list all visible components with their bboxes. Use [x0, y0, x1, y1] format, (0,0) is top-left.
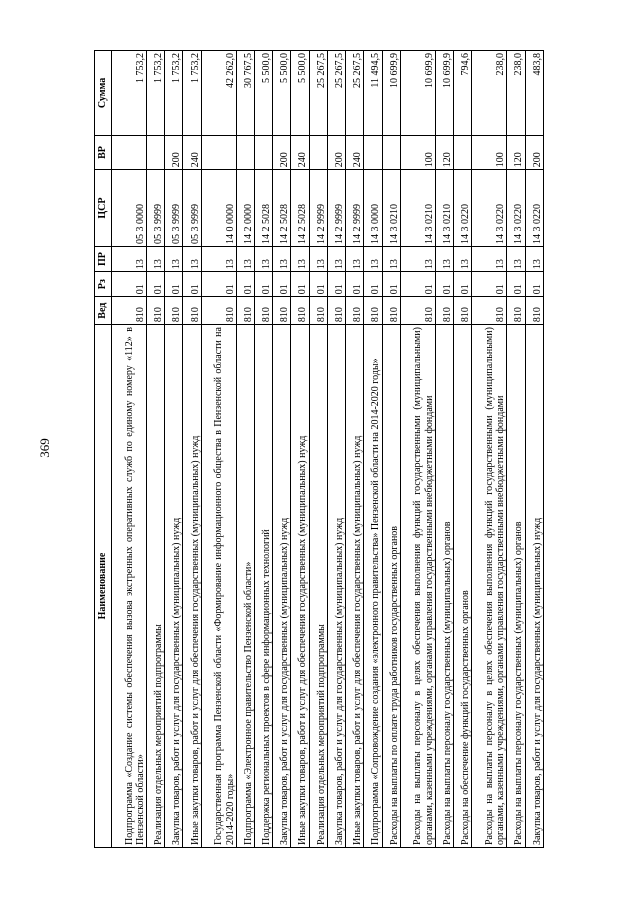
row-csr: 14 0 0000 — [201, 170, 236, 247]
row-pr: 13 — [346, 246, 364, 271]
row-sum: 1 753,2 — [147, 51, 165, 136]
row-rz: 01 — [435, 272, 453, 297]
row-vr — [147, 135, 165, 169]
table-row — [147, 51, 165, 848]
page-number: 369 — [37, 438, 52, 458]
row-csr: 14 3 0000 — [364, 170, 382, 247]
row-ved: 810 — [112, 297, 147, 325]
row-ved: 810 — [400, 297, 435, 325]
table-row — [525, 51, 543, 848]
row-sum: 1 753,2 — [183, 51, 201, 136]
row-ved: 810 — [364, 297, 382, 325]
row-sum: 5 500,0 — [291, 51, 309, 136]
row-name: Закупка товаров, работ и услуг для государственных (муниципальных) нужд — [273, 325, 291, 848]
row-pr: 13 — [273, 246, 291, 271]
table-row — [472, 51, 507, 848]
row-ved: 810 — [382, 297, 400, 325]
row-pr: 13 — [236, 246, 254, 271]
table-row — [364, 51, 382, 848]
row-vr: 200 — [165, 135, 183, 169]
row-csr: 14 2 5028 — [273, 170, 291, 247]
row-rz: 01 — [327, 272, 345, 297]
table-body — [112, 51, 544, 848]
row-vr — [382, 135, 400, 169]
row-vr — [236, 135, 254, 169]
row-csr: 14 2 0000 — [236, 170, 254, 247]
row-rz: 01 — [400, 272, 435, 297]
row-rz: 01 — [147, 272, 165, 297]
row-sum: 794,6 — [454, 51, 472, 136]
table-row — [346, 51, 364, 848]
row-rz: 01 — [364, 272, 382, 297]
row-ved: 810 — [183, 297, 201, 325]
row-ved: 810 — [454, 297, 472, 325]
row-vr — [112, 135, 147, 169]
row-sum: 5 500,0 — [273, 51, 291, 136]
row-vr: 240 — [346, 135, 364, 169]
table-row — [254, 51, 272, 848]
row-pr: 13 — [183, 246, 201, 271]
row-vr: 100 — [472, 135, 507, 169]
row-csr: 14 2 9999 — [346, 170, 364, 247]
header-vr: ВР — [95, 135, 112, 169]
row-vr — [254, 135, 272, 169]
table-row — [435, 51, 453, 848]
row-name: Иные закупки товаров, работ и услуг для обеспечения государственных (муниципальных) нужд — [183, 325, 201, 848]
row-ved: 810 — [254, 297, 272, 325]
header-pr: ПР — [95, 246, 112, 271]
row-csr: 14 3 0220 — [525, 170, 543, 247]
header-row — [95, 51, 112, 848]
row-pr: 13 — [435, 246, 453, 271]
row-pr: 13 — [364, 246, 382, 271]
row-ved: 810 — [309, 297, 327, 325]
row-rz: 01 — [472, 272, 507, 297]
row-pr: 13 — [507, 246, 525, 271]
row-name: Расходы на выплаты персоналу государственных (муниципальных) органов — [507, 325, 525, 848]
row-vr: 200 — [327, 135, 345, 169]
row-name: Расходы на выплаты персоналу государственных (муниципальных) органов — [435, 325, 453, 848]
row-vr — [454, 135, 472, 169]
row-csr: 05 3 9999 — [147, 170, 165, 247]
row-csr: 14 2 5028 — [291, 170, 309, 247]
row-name: Расходы на выплаты по оплате труда работников государственных органов — [382, 325, 400, 848]
table-row — [309, 51, 327, 848]
table-row — [183, 51, 201, 848]
row-sum: 30 767,5 — [236, 51, 254, 136]
row-pr: 13 — [400, 246, 435, 271]
row-vr — [201, 135, 236, 169]
row-rz: 01 — [525, 272, 543, 297]
row-rz: 01 — [201, 272, 236, 297]
table-row — [273, 51, 291, 848]
header-name: Наименование — [95, 325, 112, 848]
row-pr: 13 — [309, 246, 327, 271]
table-row — [327, 51, 345, 848]
row-csr: 05 3 0000 — [112, 170, 147, 247]
row-name: Поддержка региональных проектов в сфере информационных технологий — [254, 325, 272, 848]
row-ved: 810 — [435, 297, 453, 325]
row-ved: 810 — [291, 297, 309, 325]
row-pr: 13 — [112, 246, 147, 271]
row-csr: 14 3 0220 — [454, 170, 472, 247]
row-sum: 1 753,2 — [165, 51, 183, 136]
table-row — [382, 51, 400, 848]
row-csr: 14 2 9999 — [309, 170, 327, 247]
row-ved: 810 — [525, 297, 543, 325]
row-name: Подпрограмма «Создание системы обеспечения вызова экстренных оперативных служб по единому номеру «112» в Пензенской области» — [112, 325, 147, 848]
row-vr: 200 — [525, 135, 543, 169]
row-rz: 01 — [183, 272, 201, 297]
table-header — [95, 51, 112, 848]
row-name: Иные закупки товаров, работ и услуг для обеспечения государственных (муниципальных) нужд — [291, 325, 309, 848]
row-vr: 200 — [273, 135, 291, 169]
row-csr: 14 3 0210 — [400, 170, 435, 247]
row-name: Закупка товаров, работ и услуг для государственных (муниципальных) нужд — [327, 325, 345, 848]
budget-table — [94, 50, 544, 848]
row-ved: 810 — [346, 297, 364, 325]
row-csr: 05 3 9999 — [165, 170, 183, 247]
row-csr: 14 3 0210 — [435, 170, 453, 247]
row-name: Реализация отдельных мероприятий подпрограммы — [309, 325, 327, 848]
row-pr: 13 — [327, 246, 345, 271]
row-ved: 810 — [201, 297, 236, 325]
row-vr — [364, 135, 382, 169]
row-name: Закупка товаров, работ и услуг для государственных (муниципальных) нужд — [525, 325, 543, 848]
row-pr: 13 — [382, 246, 400, 271]
row-sum: 10 699,9 — [435, 51, 453, 136]
row-pr: 13 — [472, 246, 507, 271]
row-sum: 5 500,0 — [254, 51, 272, 136]
table-row — [454, 51, 472, 848]
row-pr: 13 — [454, 246, 472, 271]
row-name: Расходы на обеспечение функций государственных органов — [454, 325, 472, 848]
row-pr: 13 — [525, 246, 543, 271]
row-sum: 11 494,5 — [364, 51, 382, 136]
row-sum: 483,8 — [525, 51, 543, 136]
row-pr: 13 — [201, 246, 236, 271]
row-rz: 01 — [507, 272, 525, 297]
row-pr: 13 — [254, 246, 272, 271]
row-rz: 01 — [254, 272, 272, 297]
row-name: Подпрограмма «Электронное правительство Пензенской области» — [236, 325, 254, 848]
row-vr: 120 — [435, 135, 453, 169]
row-name: Расходы на выплаты персоналу в целях обеспечения выполнения функций государственными (муниципальными) органами, казенными учреждениями, органами управления государственными внебюджетными фондами — [472, 325, 507, 848]
table-row — [507, 51, 525, 848]
row-rz: 01 — [382, 272, 400, 297]
row-sum: 25 267,5 — [309, 51, 327, 136]
row-name: Реализация отдельных мероприятий подпрограммы — [147, 325, 165, 848]
row-csr: 14 2 9999 — [327, 170, 345, 247]
row-csr: 14 3 0210 — [382, 170, 400, 247]
row-ved: 810 — [147, 297, 165, 325]
budget-table-container — [94, 50, 544, 848]
row-csr: 14 3 0220 — [472, 170, 507, 247]
row-csr: 14 2 5028 — [254, 170, 272, 247]
table-row — [112, 51, 147, 848]
row-rz: 01 — [165, 272, 183, 297]
header-sum: Сумма — [95, 51, 112, 136]
table-row — [201, 51, 236, 848]
row-sum: 25 267,5 — [346, 51, 364, 136]
table-row — [291, 51, 309, 848]
row-name: Закупка товаров, работ и услуг для государственных (муниципальных) нужд — [165, 325, 183, 848]
row-csr: 05 3 9999 — [183, 170, 201, 247]
row-sum: 238,0 — [472, 51, 507, 136]
row-rz: 01 — [291, 272, 309, 297]
row-pr: 13 — [291, 246, 309, 271]
row-name: Иные закупки товаров, работ и услуг для обеспечения государственных (муниципальных) нужд — [346, 325, 364, 848]
header-rz: Рз — [95, 272, 112, 297]
row-sum: 25 267,5 — [327, 51, 345, 136]
row-sum: 42 262,0 — [201, 51, 236, 136]
header-csr: ЦСР — [95, 170, 112, 247]
row-rz: 01 — [236, 272, 254, 297]
row-csr: 14 3 0220 — [507, 170, 525, 247]
row-sum: 10 699,9 — [400, 51, 435, 136]
row-pr: 13 — [147, 246, 165, 271]
row-sum: 238,0 — [507, 51, 525, 136]
row-name: Подпрограмма «Сопровождение создания «электронного правительства» Пензенской области на 2014-2020 годы» — [364, 325, 382, 848]
row-ved: 810 — [273, 297, 291, 325]
row-vr: 100 — [400, 135, 435, 169]
row-ved: 810 — [236, 297, 254, 325]
row-ved: 810 — [165, 297, 183, 325]
row-sum: 10 699,9 — [382, 51, 400, 136]
row-vr: 120 — [507, 135, 525, 169]
row-ved: 810 — [472, 297, 507, 325]
table-row — [236, 51, 254, 848]
row-rz: 01 — [273, 272, 291, 297]
row-rz: 01 — [454, 272, 472, 297]
row-name: Государственная программа Пензенской области «Формирование информационного общества в Пензенской области на 2014-2020 годы» — [201, 325, 236, 848]
row-vr: 240 — [183, 135, 201, 169]
header-ved: Вед — [95, 297, 112, 325]
row-pr: 13 — [165, 246, 183, 271]
row-ved: 810 — [327, 297, 345, 325]
table-row — [165, 51, 183, 848]
row-ved: 810 — [507, 297, 525, 325]
row-rz: 01 — [309, 272, 327, 297]
row-vr: 240 — [291, 135, 309, 169]
row-name: Расходы на выплаты персоналу в целях обеспечения выполнения функций государственными (муниципальными) органами, казенными учреждениями, органами управления государственными внебюджетными фондами — [400, 325, 435, 848]
row-vr — [309, 135, 327, 169]
row-sum: 1 753,2 — [112, 51, 147, 136]
row-rz: 01 — [346, 272, 364, 297]
row-rz: 01 — [112, 272, 147, 297]
table-row — [400, 51, 435, 848]
